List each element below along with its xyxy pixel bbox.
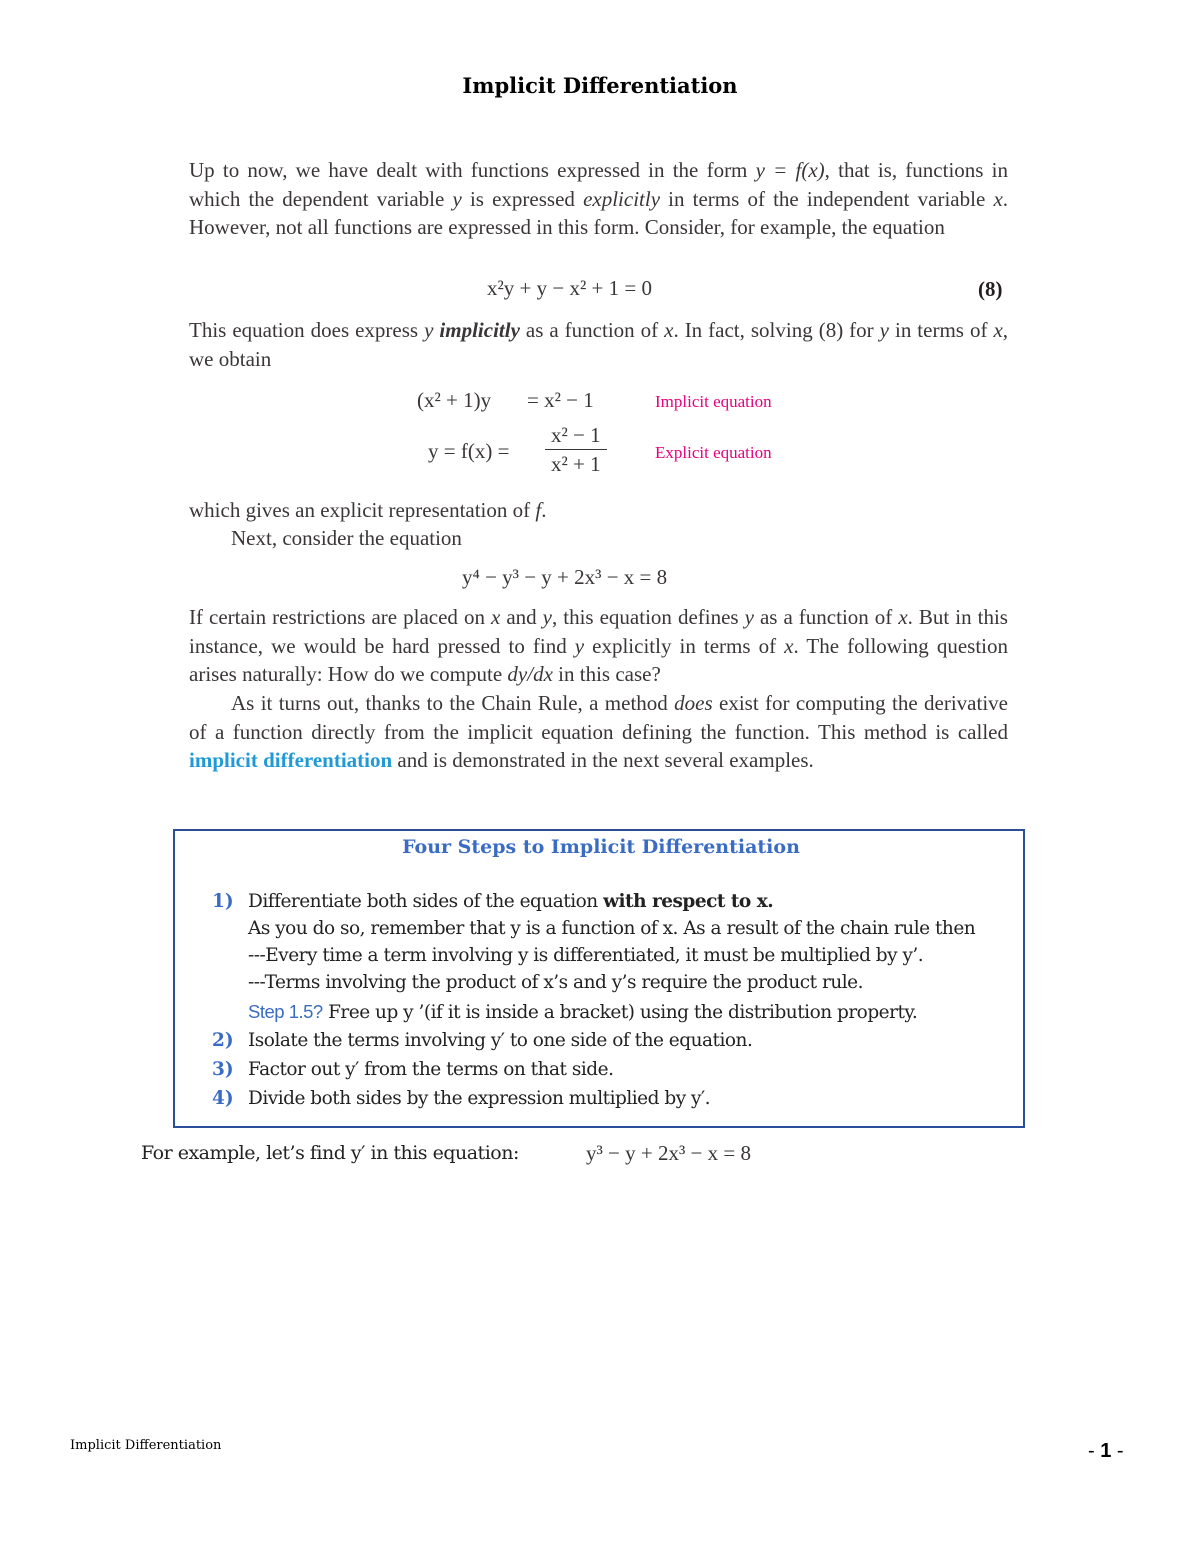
footer-title: Implicit Differentiation [70,1438,222,1453]
step-1-line-4: ---Terms involving the product of x’s and y’s require the product rule. [248,972,863,993]
key-term-implicit-differentiation: implicit differentiation [189,748,393,773]
step-3-number: 3) [212,1059,234,1080]
step-1-text: Differentiate both sides of the equation with respect to x. [248,891,774,912]
equation-8-label: (8) [978,277,1003,301]
step-2-number: 2) [212,1030,234,1051]
restrictions-paragraph: If certain restrictions are placed on x and y, this equation defines y as a function of x. But in this instance, we would be hard pressed to find y explicitly in terms of x. The following question arises naturally: How do we compute dy/dx in this case? [189,605,1009,687]
implicit-paragraph: This equation does express y implicitly as a function of x. In fact, solving (8) for y in terms of x, we obtain [189,318,1009,371]
step-1-5-text: Step 1.5? Free up y ’(if it is inside a bracket) using the distribution property. [248,1001,918,1023]
explicit-representation-text: which gives an explicit representation of f. [189,498,547,522]
implicit-equation-rhs: = x² − 1 [527,388,594,412]
example-equation: y³ − y + 2x³ − x = 8 [586,1141,751,1165]
steps-box-title: Four Steps to Implicit Differentiation [402,836,800,858]
step-1-number: 1) [212,891,234,912]
step-4-number: 4) [212,1088,234,1109]
explicit-equation-fraction [545,422,607,477]
explicit-equation-label: Explicit equation [655,443,772,462]
quartic-equation: y⁴ − y³ − y + 2x³ − x = 8 [462,565,668,589]
page-number: - 1 - [1088,1440,1124,1462]
explicit-equation-lhs: y = f(x) = [428,439,510,463]
step-1-line-3: ---Every time a term involving y is differentiated, it must be multiplied by y’. [248,945,924,966]
example-text: For example, let’s find y′ in this equation: [141,1142,519,1164]
step-3-text: Factor out y′ from the terms on that side. [248,1059,614,1080]
step-1-5-label: Step 1.5? [248,1001,323,1022]
fraction-numerator: x² − 1 [545,422,607,450]
equation-8: x²y + y − x² + 1 = 0 [487,276,652,300]
fraction-denominator: x² + 1 [551,452,601,476]
next-equation-intro: Next, consider the equation [231,526,462,550]
step-1-line-2: As you do so, remember that y is a function of x. As a result of the chain rule then [248,918,976,939]
step-2-text: Isolate the terms involving y′ to one side of the equation. [248,1030,753,1051]
implicit-equation-lhs: (x² + 1)y [417,388,492,412]
implicit-equation-label: Implicit equation [655,392,772,411]
steps-box [173,829,1025,1128]
chain-rule-paragraph: As it turns out, thanks to the Chain Rule, a method does exist for computing the derivative of a function directly from the implicit equation defining the function. This method is called implicit differentiation and is demonstrated in the next several examples. [189,691,1008,773]
document-title: Implicit Differentiation [462,73,738,98]
intro-paragraph: Up to now, we have dealt with functions expressed in the form y = f(x), that is, functions in which the dependent variable y is expressed explicitly in terms of the independent variable x. However, not all functions are expressed in this form. Consider, for example, the equation [189,158,1009,240]
step-4-text: Divide both sides by the expression multiplied by y′. [248,1088,711,1109]
